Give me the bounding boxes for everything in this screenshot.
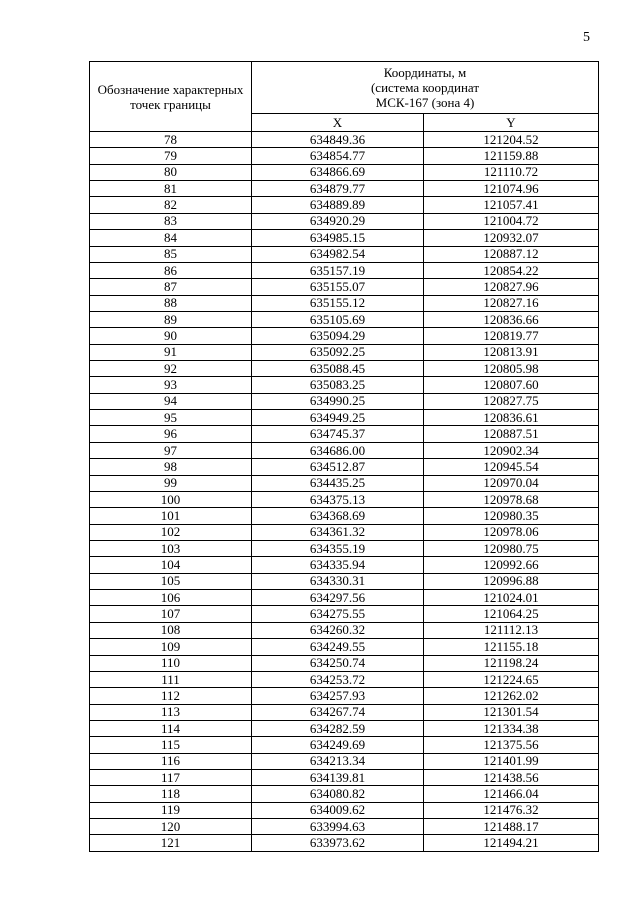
x-coordinate-cell: 634139.81 — [252, 770, 424, 786]
table-row — [90, 344, 599, 360]
table-row — [90, 328, 599, 344]
table-row — [90, 279, 599, 295]
table-row — [90, 573, 599, 589]
x-coordinate-cell: 634080.82 — [252, 786, 424, 802]
x-coordinate-cell: 634982.54 — [252, 246, 424, 262]
table-row — [90, 426, 599, 442]
table-row — [90, 459, 599, 475]
table-row — [90, 770, 599, 786]
table-row — [90, 720, 599, 736]
y-coordinate-cell: 121476.32 — [424, 802, 599, 818]
y-coordinate-cell: 121224.65 — [424, 671, 599, 687]
x-coordinate-cell: 634745.37 — [252, 426, 424, 442]
point-number-cell: 86 — [90, 262, 252, 278]
x-coordinate-cell: 634275.55 — [252, 606, 424, 622]
y-coordinate-cell: 121198.24 — [424, 655, 599, 671]
x-coordinate-cell: 634267.74 — [252, 704, 424, 720]
point-number-cell: 97 — [90, 442, 252, 458]
point-number-cell: 105 — [90, 573, 252, 589]
table-row — [90, 295, 599, 311]
point-number-cell: 112 — [90, 688, 252, 704]
point-number-cell: 104 — [90, 557, 252, 573]
point-number-cell: 82 — [90, 197, 252, 213]
coordinates-table — [89, 61, 599, 852]
point-number-cell: 85 — [90, 246, 252, 262]
x-coordinate-cell: 634368.69 — [252, 508, 424, 524]
table-row — [90, 197, 599, 213]
x-coordinate-cell: 634512.87 — [252, 459, 424, 475]
point-number-cell: 120 — [90, 819, 252, 835]
point-number-cell: 96 — [90, 426, 252, 442]
y-coordinate-cell: 120970.04 — [424, 475, 599, 491]
x-coordinate-cell: 634866.69 — [252, 164, 424, 180]
coordinates-header-line2: (система координат — [370, 80, 480, 95]
y-coordinate-cell: 121488.17 — [424, 819, 599, 835]
y-coordinate-cell: 120827.96 — [424, 279, 599, 295]
y-coordinate-cell: 120980.75 — [424, 540, 599, 556]
table-row — [90, 639, 599, 655]
x-coordinate-cell: 635105.69 — [252, 311, 424, 327]
table-row — [90, 819, 599, 835]
y-coordinate-cell: 121334.38 — [424, 720, 599, 736]
point-number-cell: 118 — [90, 786, 252, 802]
x-coordinate-cell: 635092.25 — [252, 344, 424, 360]
y-coordinate-cell: 121159.88 — [424, 148, 599, 164]
table-row — [90, 557, 599, 573]
table-row — [90, 262, 599, 278]
point-number-cell: 83 — [90, 213, 252, 229]
y-coordinate-cell: 120805.98 — [424, 361, 599, 377]
y-coordinate-cell: 121155.18 — [424, 639, 599, 655]
x-coordinate-cell: 635083.25 — [252, 377, 424, 393]
point-number-cell: 100 — [90, 491, 252, 507]
y-coordinate-cell: 121401.99 — [424, 753, 599, 769]
table-row — [90, 377, 599, 393]
y-coordinate-cell: 121375.56 — [424, 737, 599, 753]
table-row — [90, 181, 599, 197]
y-coordinate-cell: 121301.54 — [424, 704, 599, 720]
point-number-cell: 84 — [90, 230, 252, 246]
table-row — [90, 164, 599, 180]
point-number-cell: 117 — [90, 770, 252, 786]
point-number-cell: 93 — [90, 377, 252, 393]
y-coordinate-cell: 120887.12 — [424, 246, 599, 262]
x-coordinate-cell: 634297.56 — [252, 590, 424, 606]
table-row — [90, 835, 599, 851]
coordinates-header — [252, 62, 599, 114]
table-row — [90, 524, 599, 540]
point-number-cell: 91 — [90, 344, 252, 360]
table-row — [90, 590, 599, 606]
point-number-cell: 101 — [90, 508, 252, 524]
table-row — [90, 671, 599, 687]
table-row — [90, 311, 599, 327]
y-coordinate-cell: 120992.66 — [424, 557, 599, 573]
point-number-cell: 90 — [90, 328, 252, 344]
y-coordinate-cell: 120980.35 — [424, 508, 599, 524]
table-row — [90, 475, 599, 491]
x-coordinate-cell: 634854.77 — [252, 148, 424, 164]
coordinates-header-line3: МСК-167 (зона 4) — [375, 95, 475, 110]
point-number-cell: 78 — [90, 132, 252, 148]
point-number-cell: 113 — [90, 704, 252, 720]
y-coordinate-cell: 120978.06 — [424, 524, 599, 540]
point-number-cell: 108 — [90, 622, 252, 638]
point-designation-header: Обозначение характерных точек границы — [90, 62, 252, 132]
x-coordinate-cell: 634253.72 — [252, 671, 424, 687]
x-coordinate-cell: 634250.74 — [252, 655, 424, 671]
point-number-cell: 106 — [90, 590, 252, 606]
point-number-cell: 116 — [90, 753, 252, 769]
y-coordinate-cell: 121466.04 — [424, 786, 599, 802]
x-coordinate-cell: 634949.25 — [252, 410, 424, 426]
y-coordinate-cell: 120996.88 — [424, 573, 599, 589]
x-coordinate-cell: 633973.62 — [252, 835, 424, 851]
table-row — [90, 606, 599, 622]
x-coordinate-cell: 634009.62 — [252, 802, 424, 818]
point-number-cell: 99 — [90, 475, 252, 491]
x-coordinate-cell: 634282.59 — [252, 720, 424, 736]
x-coordinate-cell: 634849.36 — [252, 132, 424, 148]
y-coordinate-cell: 120807.60 — [424, 377, 599, 393]
point-number-cell: 103 — [90, 540, 252, 556]
x-coordinate-cell: 634985.15 — [252, 230, 424, 246]
x-coordinate-cell: 634249.69 — [252, 737, 424, 753]
point-number-cell: 81 — [90, 181, 252, 197]
point-number-cell: 114 — [90, 720, 252, 736]
page-number: 5 — [583, 30, 590, 45]
x-coordinate-cell: 634257.93 — [252, 688, 424, 704]
y-coordinate-cell: 121112.13 — [424, 622, 599, 638]
point-number-cell: 92 — [90, 361, 252, 377]
table-row — [90, 230, 599, 246]
y-coordinate-cell: 120902.34 — [424, 442, 599, 458]
x-coordinate-cell: 634260.32 — [252, 622, 424, 638]
x-coordinate-cell: 635155.12 — [252, 295, 424, 311]
x-coordinate-cell: 634330.31 — [252, 573, 424, 589]
x-coordinate-cell: 634990.25 — [252, 393, 424, 409]
point-number-cell: 94 — [90, 393, 252, 409]
x-coordinate-cell: 634879.77 — [252, 181, 424, 197]
y-coordinate-cell: 121004.72 — [424, 213, 599, 229]
point-number-cell: 121 — [90, 835, 252, 851]
y-coordinate-cell: 120854.22 — [424, 262, 599, 278]
coordinates-header-line1: Координаты, м — [383, 65, 467, 80]
table-row — [90, 786, 599, 802]
x-coordinate-cell: 634435.25 — [252, 475, 424, 491]
x-coordinate-cell: 634889.89 — [252, 197, 424, 213]
table-row — [90, 540, 599, 556]
y-coordinate-cell: 121262.02 — [424, 688, 599, 704]
table-row — [90, 737, 599, 753]
point-number-cell: 119 — [90, 802, 252, 818]
table-row — [90, 410, 599, 426]
point-number-cell: 88 — [90, 295, 252, 311]
point-number-cell: 111 — [90, 671, 252, 687]
point-number-cell: 80 — [90, 164, 252, 180]
table-row — [90, 442, 599, 458]
x-coordinate-cell: 633994.63 — [252, 819, 424, 835]
y-coordinate-cell: 121494.21 — [424, 835, 599, 851]
table-row — [90, 213, 599, 229]
point-number-cell: 87 — [90, 279, 252, 295]
y-coordinate-cell: 120978.68 — [424, 491, 599, 507]
x-coordinate-cell: 634375.13 — [252, 491, 424, 507]
y-coordinate-cell: 120836.66 — [424, 311, 599, 327]
point-number-cell: 89 — [90, 311, 252, 327]
x-coordinate-cell: 635094.29 — [252, 328, 424, 344]
x-coordinate-cell: 635088.45 — [252, 361, 424, 377]
point-number-cell: 95 — [90, 410, 252, 426]
point-number-cell: 115 — [90, 737, 252, 753]
x-coordinate-cell: 634249.55 — [252, 639, 424, 655]
point-number-cell: 107 — [90, 606, 252, 622]
y-coordinate-cell: 121438.56 — [424, 770, 599, 786]
y-coordinate-cell: 120819.77 — [424, 328, 599, 344]
x-coordinate-cell: 634213.34 — [252, 753, 424, 769]
y-coordinate-cell: 121057.41 — [424, 197, 599, 213]
y-coordinate-cell: 121110.72 — [424, 164, 599, 180]
y-coordinate-cell: 120836.61 — [424, 410, 599, 426]
table-row — [90, 508, 599, 524]
point-number-cell: 79 — [90, 148, 252, 164]
y-coordinate-cell: 121074.96 — [424, 181, 599, 197]
x-coordinate-cell: 635157.19 — [252, 262, 424, 278]
x-coordinate-cell: 634686.00 — [252, 442, 424, 458]
table-row — [90, 148, 599, 164]
point-number-cell: 102 — [90, 524, 252, 540]
point-number-cell: 109 — [90, 639, 252, 655]
table-row — [90, 246, 599, 262]
x-coordinate-cell: 634361.32 — [252, 524, 424, 540]
point-number-cell: 110 — [90, 655, 252, 671]
table-row — [90, 132, 599, 148]
table-row — [90, 622, 599, 638]
y-coordinate-cell: 121204.52 — [424, 132, 599, 148]
y-coordinate-cell: 120887.51 — [424, 426, 599, 442]
table-row — [90, 361, 599, 377]
table-row — [90, 753, 599, 769]
table-row — [90, 704, 599, 720]
point-number-cell: 98 — [90, 459, 252, 475]
y-coordinate-cell: 120827.16 — [424, 295, 599, 311]
y-coordinate-cell: 120827.75 — [424, 393, 599, 409]
x-coordinate-cell: 634355.19 — [252, 540, 424, 556]
x-coordinate-cell: 634335.94 — [252, 557, 424, 573]
table-row — [90, 655, 599, 671]
y-coordinate-cell: 120813.91 — [424, 344, 599, 360]
x-column-header: X — [252, 114, 424, 132]
table-row — [90, 802, 599, 818]
y-coordinate-cell: 121064.25 — [424, 606, 599, 622]
x-coordinate-cell: 634920.29 — [252, 213, 424, 229]
table-row — [90, 393, 599, 409]
table-row — [90, 688, 599, 704]
y-coordinate-cell: 120945.54 — [424, 459, 599, 475]
y-column-header: Y — [424, 114, 599, 132]
y-coordinate-cell: 120932.07 — [424, 230, 599, 246]
x-coordinate-cell: 635155.07 — [252, 279, 424, 295]
table-row — [90, 491, 599, 507]
y-coordinate-cell: 121024.01 — [424, 590, 599, 606]
